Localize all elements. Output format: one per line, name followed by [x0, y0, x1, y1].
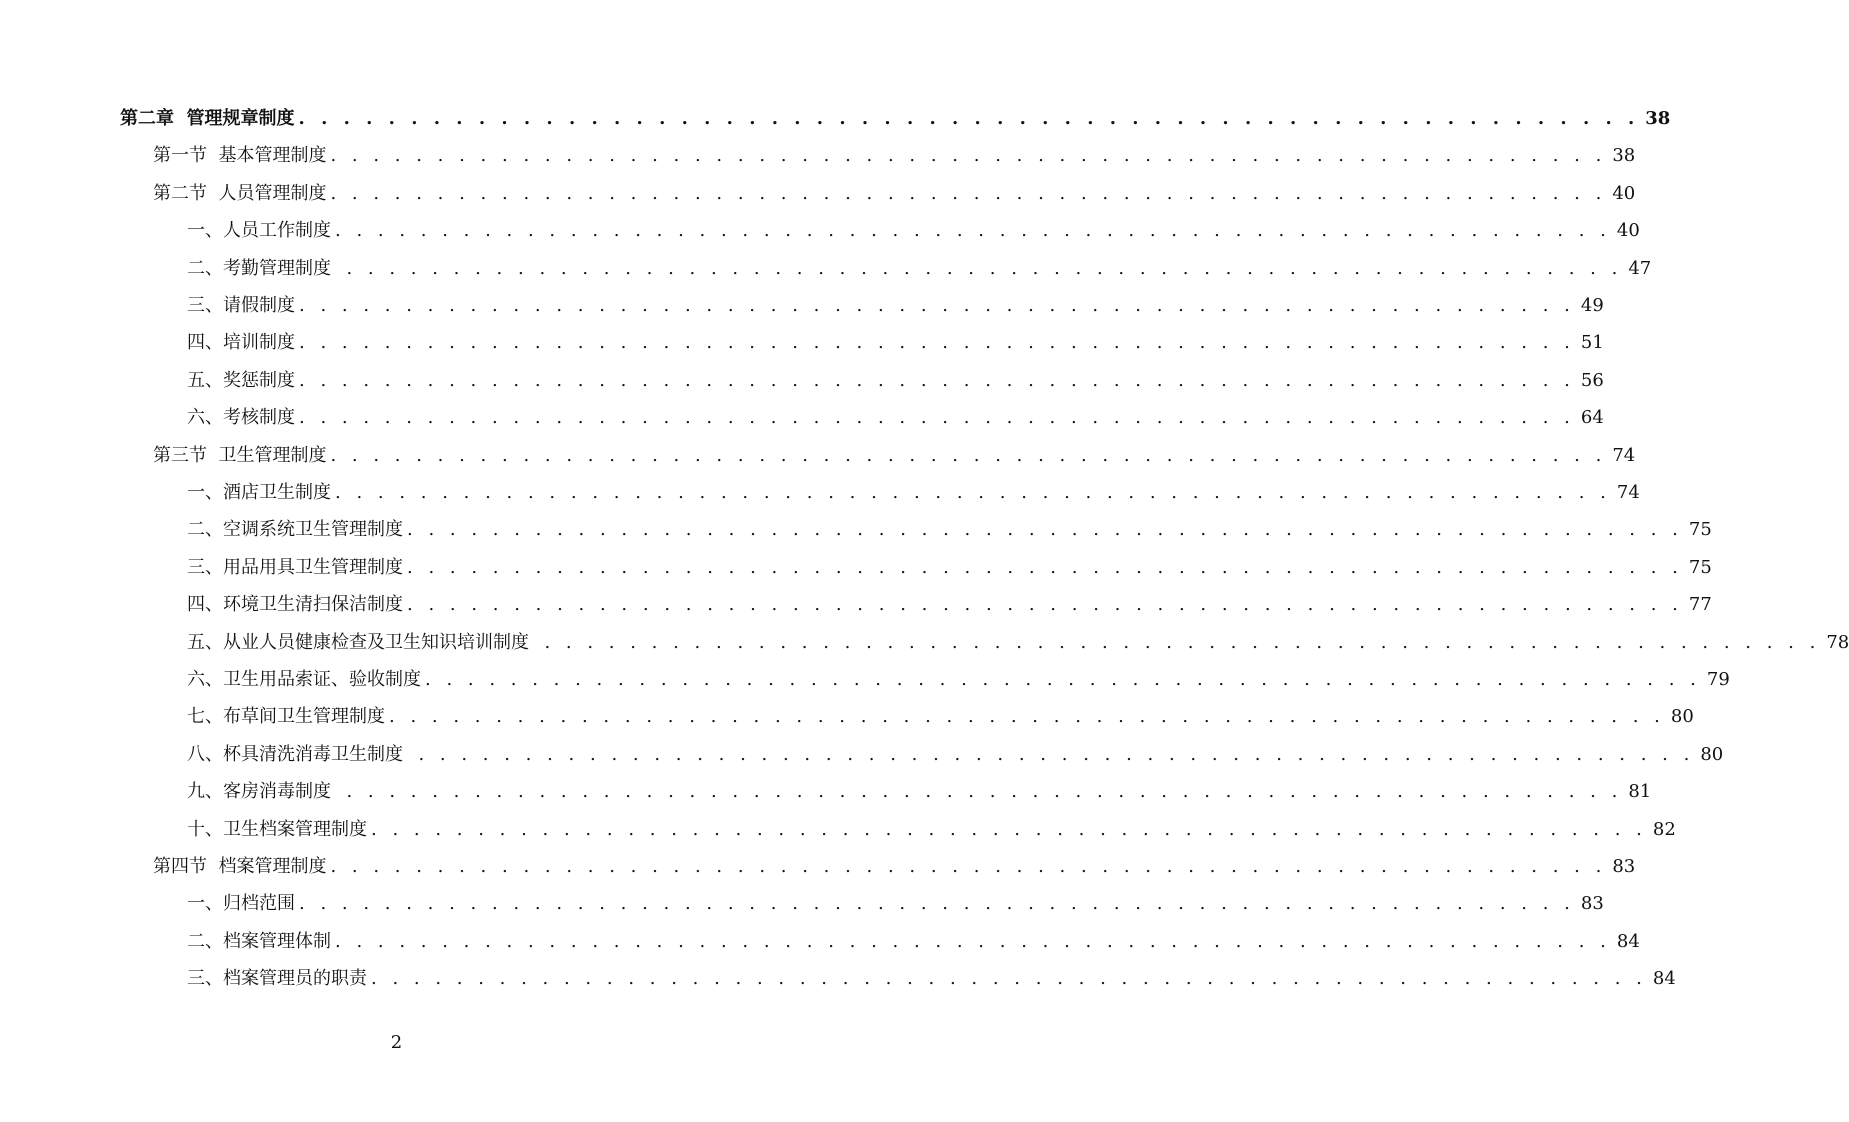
toc-dot-leader: . . . . . . . . . . . . . . . . . . . . . . . . . . . . . . . . . . . . . . . . . . . . . . . . . . . . . . . . . . . .	[389, 706, 1665, 727]
toc-subsection-entry[interactable]	[187, 966, 1676, 992]
toc-entry-title: 六、考核制度	[187, 407, 295, 428]
toc-chapter-entry[interactable]	[120, 106, 1671, 132]
toc-dot-leader: . . . . . . . . . . . . . . . . . . . . . . . . . . . . . . . . . . . . . . . . . . . . . . . . . . . . . . . . . . . .	[371, 968, 1647, 989]
toc-subsection-entry[interactable]	[187, 667, 1730, 693]
toc-dot-leader: . . . . . . . . . . . . . . . . . . . . . . . . . . . . . . . . . . . . . . . . . . . . . . . . . . . . . . . . . . . .	[407, 557, 1683, 578]
toc-entry-page: 80	[1670, 706, 1694, 727]
toc-subsection-entry[interactable]	[187, 368, 1604, 394]
toc-entry-page: 64	[1580, 407, 1604, 428]
toc-dot-leader: . . . . . . . . . . . . . . . . . . . . . . . . . . . . . . . . . . . . . . . . . . . . . . . . . . . . . . . . . . . .	[330, 856, 1607, 877]
toc-entry-title: 八、杯具清洗消毒卫生制度	[187, 744, 415, 765]
toc-entry-title: 一、酒店卫生制度	[187, 482, 331, 503]
toc-entry-page: 83	[1580, 893, 1604, 914]
toc-entry-title: 第二节 人员管理制度	[153, 183, 327, 204]
page-number: 2	[390, 1032, 403, 1053]
toc-entry-page: 83	[1612, 856, 1636, 877]
toc-entry-title: 第二章 管理规章制度	[120, 108, 295, 129]
toc-dot-leader: . . . . . . . . . . . . . . . . . . . . . . . . . . . . . . . . . . . . . . . . . . . . . . . . . . . . . . . . . . . .	[418, 744, 1695, 765]
toc-dot-leader: . . . . . . . . . . . . . . . . . . . . . . . . . . . . . . . . . . . . . . . . . . . . . . . . . . . . . . . . . . . .	[425, 669, 1701, 690]
toc-entry-title: 十、卫生档案管理制度	[187, 819, 367, 840]
toc-entry-title: 二、空调系统卫生管理制度	[187, 519, 403, 540]
toc-dot-leader: . . . . . . . . . . . . . . . . . . . . . . . . . . . . . . . . . . . . . . . . . . . . . . . . . . . . . . . . . . . .	[299, 332, 1575, 353]
toc-dot-leader: . . . . . . . . . . . . . . . . . . . . . . . . . . . . . . . . . . . . . . . . . . . . . . . . . . . . . . . . . . . .	[299, 893, 1575, 914]
toc-dot-leader: . . . . . . . . . . . . . . . . . . . . . . . . . . . . . . . . . . . . . . . . . . . . . . . . . . . . . . . . . . . .	[335, 220, 1611, 241]
toc-entry-page: 79	[1706, 669, 1730, 690]
toc-entry-page: 40	[1616, 220, 1640, 241]
toc-entry-title: 七、布草间卫生管理制度	[187, 706, 385, 727]
toc-dot-leader: . . . . . . . . . . . . . . . . . . . . . . . . . . . . . . . . . . . . . . . . . . . . . . . . . . . . . . . . . . . .	[299, 295, 1575, 316]
toc-entry-title: 二、考勤管理制度	[187, 258, 343, 279]
toc-entry-page: 74	[1616, 482, 1640, 503]
toc-entry-title: 一、归档范围	[187, 893, 295, 914]
toc-entry-title: 四、培训制度	[187, 332, 295, 353]
toc-entry-title: 第一节 基本管理制度	[153, 145, 327, 166]
toc-dot-leader: . . . . . . . . . . . . . . . . . . . . . . . . . . . . . . . . . . . . . . . . . . . . . . . . . . . . . . . . . . . .	[407, 594, 1683, 615]
toc-dot-leader: . . . . . . . . . . . . . . . . . . . . . . . . . . . . . . . . . . . . . . . . . . . . . . . . . . . . . . . . . . . .	[346, 258, 1623, 279]
toc-entry-title: 五、从业人员健康检查及卫生知识培训制度	[187, 632, 541, 653]
toc-dot-leader: . . . . . . . . . . . . . . . . . . . . . . . . . . . . . . . . . . . . . . . . . . . . . . . . . . . . . . . . . . . .	[371, 819, 1647, 840]
toc-dot-leader: . . . . . . . . . . . . . . . . . . . . . . . . . . . . . . . . . . . . . . . . . . . . . . . . . . . . . . . . . . . .	[330, 183, 1607, 204]
toc-dot-leader: . . . . . . . . . . . . . . . . . . . . . . . . . . . . . . . . . . . . . . . . . . . . . . . . . . . . . . . . . . . .	[330, 445, 1607, 466]
toc-section-entry[interactable]	[153, 143, 1636, 169]
toc-subsection-entry[interactable]	[187, 929, 1640, 955]
toc-dot-leader: . . . . . . . . . . . . . . . . . . . . . . . . . . . . . . . . . . . . . . . . . . . . . . . . . . . . . . . . . . . .	[346, 781, 1623, 802]
toc-entry-title: 四、环境卫生清扫保洁制度	[187, 594, 403, 615]
toc-subsection-entry[interactable]	[187, 517, 1712, 543]
toc-entry-title: 二、档案管理体制	[187, 931, 331, 952]
toc-entry-page: 49	[1580, 295, 1604, 316]
toc-subsection-entry[interactable]	[187, 891, 1604, 917]
toc-dot-leader: . . . . . . . . . . . . . . . . . . . . . . . . . . . . . . . . . . . . . . . . . . . . . . . . . . . . . . . . . . . .	[299, 407, 1575, 428]
toc-section-entry[interactable]	[153, 854, 1636, 880]
toc-entry-title: 六、卫生用品索证、验收制度	[187, 669, 421, 690]
toc-subsection-entry[interactable]	[187, 405, 1604, 431]
toc-entry-title: 三、请假制度	[187, 295, 295, 316]
toc-entry-title: 一、人员工作制度	[187, 220, 331, 241]
toc-entry-page: 38	[1645, 108, 1671, 129]
toc-subsection-entry[interactable]	[187, 779, 1652, 805]
toc-entry-title: 五、奖惩制度	[187, 370, 295, 391]
toc-entry-page: 38	[1612, 145, 1636, 166]
toc-entry-page: 74	[1612, 445, 1636, 466]
toc-subsection-entry[interactable]	[187, 817, 1676, 843]
toc-entry-page: 47	[1628, 258, 1652, 279]
toc-subsection-entry[interactable]	[187, 293, 1604, 319]
toc-entry-page: 51	[1580, 332, 1604, 353]
toc-subsection-entry[interactable]	[187, 256, 1652, 282]
toc-subsection-entry[interactable]	[187, 630, 1849, 656]
toc-entry-page: 84	[1652, 968, 1676, 989]
toc-dot-leader: . . . . . . . . . . . . . . . . . . . . . . . . . . . . . . . . . . . . . . . . . . . . . . . . . . . . . . . . . . . .	[298, 108, 1640, 129]
toc-section-entry[interactable]	[153, 181, 1636, 207]
toc-entry-title: 三、用品用具卫生管理制度	[187, 557, 403, 578]
toc-entry-page: 75	[1688, 519, 1712, 540]
toc-subsection-entry[interactable]	[187, 555, 1712, 581]
toc-entry-page: 80	[1700, 744, 1724, 765]
toc-entry-page: 78	[1826, 632, 1849, 653]
toc-dot-leader: . . . . . . . . . . . . . . . . . . . . . . . . . . . . . . . . . . . . . . . . . . . . . . . . . . . . . . . . . . . .	[407, 519, 1683, 540]
toc-section-entry[interactable]	[153, 443, 1636, 469]
toc-subsection-entry[interactable]	[187, 480, 1640, 506]
toc-entry-page: 40	[1612, 183, 1636, 204]
toc-dot-leader: . . . . . . . . . . . . . . . . . . . . . . . . . . . . . . . . . . . . . . . . . . . . . . . . . . . . . . . . . . . .	[330, 145, 1607, 166]
toc-entry-page: 56	[1580, 370, 1604, 391]
toc-entry-title: 九、客房消毒制度	[187, 781, 343, 802]
toc-dot-leader: . . . . . . . . . . . . . . . . . . . . . . . . . . . . . . . . . . . . . . . . . . . . . . . . . . . . . . . . . . . .	[335, 482, 1611, 503]
toc-dot-leader: . . . . . . . . . . . . . . . . . . . . . . . . . . . . . . . . . . . . . . . . . . . . . . . . . . . . . . . . . . . .	[544, 632, 1821, 653]
toc-entry-page: 75	[1688, 557, 1712, 578]
toc-dot-leader: . . . . . . . . . . . . . . . . . . . . . . . . . . . . . . . . . . . . . . . . . . . . . . . . . . . . . . . . . . . .	[335, 931, 1611, 952]
toc-entry-title: 第四节 档案管理制度	[153, 856, 327, 877]
toc-subsection-entry[interactable]	[187, 218, 1640, 244]
toc-subsection-entry[interactable]	[187, 704, 1694, 730]
toc-dot-leader: . . . . . . . . . . . . . . . . . . . . . . . . . . . . . . . . . . . . . . . . . . . . . . . . . . . . . . . . . . . .	[299, 370, 1575, 391]
toc-entry-page: 77	[1688, 594, 1712, 615]
toc-subsection-entry[interactable]	[187, 592, 1712, 618]
toc-entry-title: 第三节 卫生管理制度	[153, 445, 327, 466]
toc-entry-title: 三、档案管理员的职责	[187, 968, 367, 989]
toc-entry-page: 82	[1652, 819, 1676, 840]
toc-subsection-entry[interactable]	[187, 330, 1604, 356]
toc-subsection-entry[interactable]	[187, 742, 1724, 768]
toc-entry-page: 84	[1616, 931, 1640, 952]
toc-entry-page: 81	[1628, 781, 1652, 802]
